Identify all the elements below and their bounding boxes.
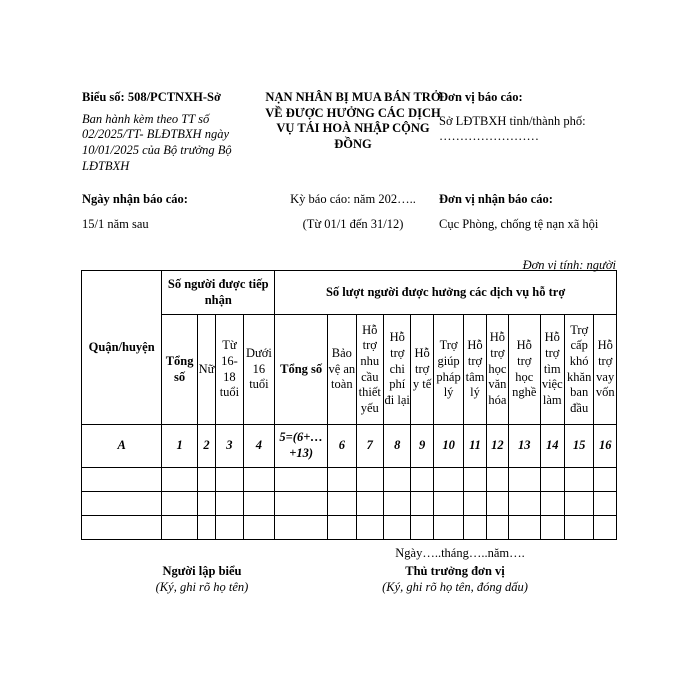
col-number: A: [82, 425, 162, 468]
table-cell[interactable]: [564, 492, 593, 516]
col-number: 6: [328, 425, 356, 468]
head-signature-block: [355, 564, 555, 595]
services-group-header: Số lượt người được hưởng các dịch vụ hỗ trợ: [275, 271, 617, 315]
table-cell[interactable]: [356, 468, 383, 492]
table-cell[interactable]: [464, 492, 486, 516]
report-period-range: (Từ 01/1 đến 31/12): [302, 216, 404, 231]
table-cell[interactable]: [356, 516, 383, 540]
col-header-psychological: Hỗ trợ tâm lý: [464, 315, 486, 425]
col-number: 8: [384, 425, 411, 468]
col-header-loan-support: Hỗ trợ vay vốn: [594, 315, 617, 425]
table-cell[interactable]: [464, 468, 486, 492]
preparer-title: Người lập biểu: [162, 564, 242, 578]
col-header-vocational: Hỗ trợ học nghề: [509, 315, 541, 425]
col-number: 15: [564, 425, 593, 468]
table-cell[interactable]: [564, 468, 593, 492]
col-header-essential-needs: Hỗ trợ nhu cầu thiết yếu: [356, 315, 383, 425]
preparer-note: (Ký, ghi rõ họ tên): [155, 579, 249, 594]
col-number: 11: [464, 425, 486, 468]
col-header-medical: Hỗ trợ y tế: [411, 315, 433, 425]
table-cell[interactable]: [509, 516, 541, 540]
head-note: (Ký, ghi rõ họ tên, đóng dấu): [382, 579, 528, 594]
table-cell[interactable]: [243, 516, 275, 540]
table-cell[interactable]: [243, 468, 275, 492]
col-header-initial-allowance: Trợ cấp khó khăn ban đầu: [564, 315, 593, 425]
col-number: 1: [162, 425, 198, 468]
col-number: 7: [356, 425, 383, 468]
reporting-unit-value: Sở LĐTBXH tỉnh/thành phố: ……………………: [439, 113, 586, 144]
table-cell[interactable]: [411, 492, 433, 516]
table-cell[interactable]: [384, 468, 411, 492]
col-header-total-received: Tổng số: [162, 315, 198, 425]
table-cell[interactable]: [197, 492, 215, 516]
table-cell[interactable]: [540, 516, 564, 540]
col-number: 2: [197, 425, 215, 468]
form-number: Biểu số: 508/PCTNXH-Sở: [82, 90, 221, 104]
table-cell[interactable]: [275, 492, 328, 516]
table-cell[interactable]: [162, 468, 198, 492]
table-cell[interactable]: [82, 468, 162, 492]
report-table: [81, 270, 617, 540]
col-header-education: Hỗ trợ học văn hóa: [486, 315, 508, 425]
report-title: NẠN NHÂN BỊ MUA BÁN TRỞ VỀ ĐƯỢC HƯỞNG CÁC DỊCH VỤ TÁI HOÀ NHẬP CỘNG ĐỒNG: [265, 90, 441, 151]
col-header-age-16-18: Từ 16-18 tuổi: [216, 315, 243, 425]
col-number: 14: [540, 425, 564, 468]
table-cell[interactable]: [509, 468, 541, 492]
table-cell[interactable]: [464, 516, 486, 540]
table-cell[interactable]: [564, 516, 593, 540]
table-cell[interactable]: [216, 492, 243, 516]
unit-note: Đơn vị tính: người: [522, 258, 616, 272]
column-number-row: [82, 425, 617, 468]
table-cell[interactable]: [328, 516, 356, 540]
table-cell[interactable]: [275, 468, 328, 492]
table-cell[interactable]: [275, 516, 328, 540]
table-cell[interactable]: [411, 468, 433, 492]
col-number: 13: [509, 425, 541, 468]
table-cell[interactable]: [540, 492, 564, 516]
table-cell[interactable]: [82, 492, 162, 516]
receiving-unit-value: Cục Phòng, chống tệ nạn xã hội: [439, 216, 599, 231]
table-cell[interactable]: [433, 516, 464, 540]
col-header-total-services: Tổng số: [275, 315, 328, 425]
reporting-unit-block: [439, 90, 629, 145]
report-period-block: [262, 192, 444, 232]
table-cell[interactable]: [197, 468, 215, 492]
table-cell[interactable]: [384, 492, 411, 516]
table-cell[interactable]: [216, 516, 243, 540]
table-cell[interactable]: [243, 492, 275, 516]
col-number: 5=(6+…+13): [275, 425, 328, 468]
col-number: 4: [243, 425, 275, 468]
table-cell[interactable]: [411, 516, 433, 540]
receiving-unit-label: Đơn vị nhận báo cáo:: [439, 192, 553, 206]
table-cell[interactable]: [433, 492, 464, 516]
table-cell[interactable]: [384, 516, 411, 540]
district-header: Quận/huyện: [82, 271, 162, 425]
receiving-unit-block: [439, 192, 629, 232]
col-header-travel-costs: Hỗ trợ chi phí đi lại: [384, 315, 411, 425]
table-cell[interactable]: [509, 492, 541, 516]
table-cell[interactable]: [594, 492, 617, 516]
table-cell[interactable]: [197, 516, 215, 540]
received-group-header: Số người được tiếp nhận: [162, 271, 275, 315]
col-header-female: Nữ: [197, 315, 215, 425]
received-date-value: 15/1 năm sau: [82, 216, 149, 231]
table-row: [82, 492, 617, 516]
table-cell[interactable]: [82, 516, 162, 540]
table-cell[interactable]: [540, 468, 564, 492]
table-cell[interactable]: [216, 468, 243, 492]
preparer-signature-block: [122, 564, 282, 595]
reporting-unit-label: Đơn vị báo cáo:: [439, 90, 523, 104]
received-date-label: Ngày nhận báo cáo:: [82, 192, 188, 206]
table-cell[interactable]: [486, 516, 508, 540]
table-cell[interactable]: [328, 468, 356, 492]
table-cell[interactable]: [162, 492, 198, 516]
form-info-block: [82, 90, 267, 174]
table-cell[interactable]: [328, 492, 356, 516]
table-row: [82, 516, 617, 540]
table-row: [82, 468, 617, 492]
table-cell[interactable]: [594, 468, 617, 492]
table-cell[interactable]: [162, 516, 198, 540]
signature-date-line: Ngày…..tháng…..năm….: [395, 546, 525, 560]
table-cell[interactable]: [486, 492, 508, 516]
col-number: 16: [594, 425, 617, 468]
table-cell[interactable]: [594, 516, 617, 540]
table-cell[interactable]: [486, 468, 508, 492]
received-date-block: [82, 192, 272, 232]
col-header-job-search: Hỗ trợ tìm việc làm: [540, 315, 564, 425]
head-title: Thủ trưởng đơn vị: [405, 564, 505, 578]
col-header-safety-protection: Bảo vệ an toàn: [328, 315, 356, 425]
col-number: 9: [411, 425, 433, 468]
col-header-legal-aid: Trợ giúp pháp lý: [433, 315, 464, 425]
col-number: 3: [216, 425, 243, 468]
col-number: 12: [486, 425, 508, 468]
col-number: 10: [433, 425, 464, 468]
issued-by-note: Ban hành kèm theo TT số 02/2025/TT- BLĐTBXH ngày 10/01/2025 của Bộ trưởng Bộ LĐTBXH: [82, 111, 232, 173]
table-cell[interactable]: [433, 468, 464, 492]
report-period-label: Kỳ báo cáo: năm 202…..: [290, 192, 416, 206]
col-header-under-16: Dưới 16 tuổi: [243, 315, 275, 425]
table-cell[interactable]: [356, 492, 383, 516]
